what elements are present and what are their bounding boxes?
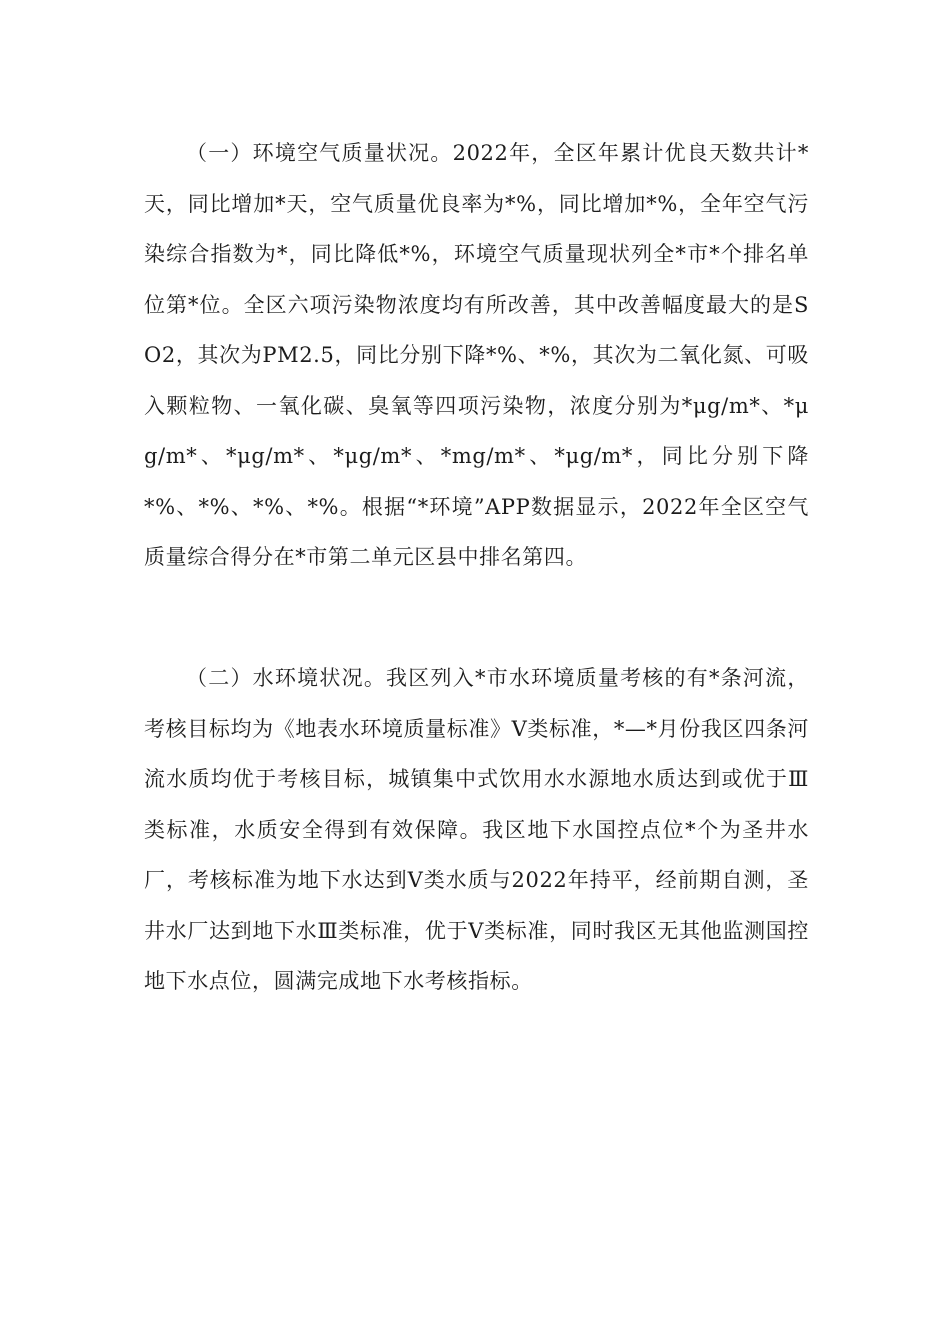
paragraph-air-quality: （一）环境空气质量状况。2022年，全区年累计优良天数共计*天，同比增加*天，空气质量优良率为*%，同比增加*%，全年空气污染综合指数为*，同比降低*%，环境空气质量现状列全*市*个排名单位第*位。全区六项污染物浓度均有所改善，其中改善幅度最大的是SO2，其次为PM2.5，同比分别下降*%、*%，其次为二氧化氮、可吸入颗粒物、一氧化碳、臭氧等四项污染物，浓度分别为*μg/m*、*μg/m*、*μg/m*、*μg/m*、*mg/m*、*μg/m*，同比分别下降*%、*%、*%、*%。根据“*环境”APP数据显示，2022年全区空气质量综合得分在*市第二单元区县中排名第四。 — [144, 141, 809, 569]
paragraph-water-environment: （二）水环境状况。我区列入*市水环境质量考核的有*条河流，考核目标均为《地表水环境质量标准》Ⅴ类标准，*—*月份我区四条河流水质均优于考核目标，城镇集中式饮用水水源地水质达到或优于Ⅲ类标准，水质安全得到有效保障。我区地下水国控点位*个为圣井水厂，考核标准为地下水达到Ⅴ类水质与2022年持平，经前期自测，圣井水厂达到地下水Ⅲ类标准，优于Ⅴ类标准，同时我区无其他监测国控地下水点位，圆满完成地下水考核指标。 — [144, 666, 809, 993]
